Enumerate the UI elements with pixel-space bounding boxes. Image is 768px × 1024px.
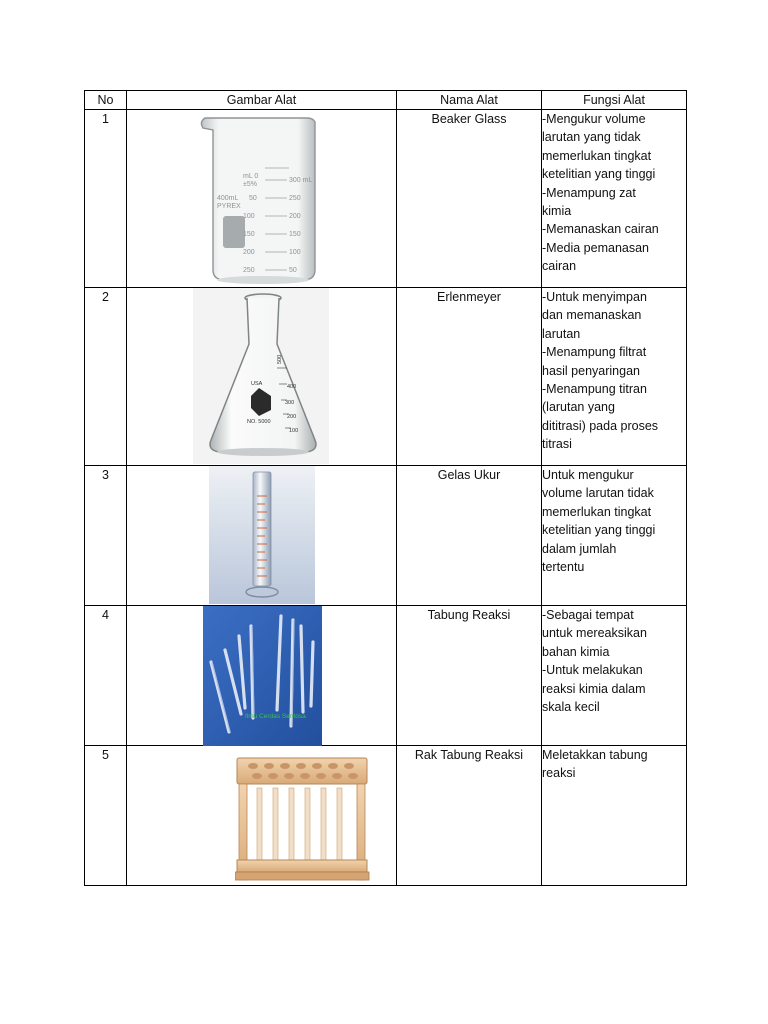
function-line: reaksi [542,766,576,781]
equipment-image-cell [127,746,397,886]
function-line: hasil penyaringan [542,363,640,378]
function-line: skala kecil [542,700,600,715]
svg-text:200: 200 [243,249,255,256]
graduated-cylinder-icon [209,466,315,604]
function-line: untuk mereaksikan [542,626,647,641]
function-line: (larutan yang [542,400,615,415]
row-number: 5 [85,746,127,886]
function-line: -Untuk melakukan [542,663,643,678]
function-line: larutan yang tidak [542,130,641,145]
header-nama: Nama Alat [397,91,542,110]
svg-text:150: 150 [289,231,301,238]
function-line: larutan [542,326,581,341]
function-line: ketelitian yang tinggi [542,523,656,538]
function-line: kimia [542,204,572,219]
equipment-image-cell [127,466,397,606]
equipment-function [542,110,687,288]
svg-text:250: 250 [289,195,301,202]
svg-text:±5%: ±5% [243,181,257,188]
equipment-image-cell [127,288,397,466]
function-line: cairan [542,259,577,274]
test-tubes-icon [203,606,322,746]
function-line: -Sebagai tempat [542,608,634,622]
function-line: volume larutan tidak [542,486,654,501]
table-row [85,746,687,886]
svg-text:300 mL: 300 mL [289,177,313,184]
svg-text:mL 0: mL 0 [243,173,259,180]
table-row [85,466,687,606]
equipment-function [542,746,687,886]
svg-text:400: 400 [287,384,297,390]
function-line: Meletakkan tabung [542,748,648,762]
equipment-function [542,466,687,606]
function-line: Untuk mengukur [542,468,634,482]
function-line: -Untuk menyimpan [542,290,647,304]
erlenmeyer-flask-icon [193,288,329,464]
equipment-image-cell [127,606,397,746]
svg-text:100: 100 [243,213,255,220]
table-header-row [85,91,687,110]
row-number: 4 [85,606,127,746]
svg-text:250: 250 [243,267,255,274]
equipment-name: Beaker Glass [397,110,542,288]
watermark-text: Ilmu Cerdas Sentosa [245,713,306,720]
svg-text:NO. 5000: NO. 5000 [247,419,271,425]
equipment-name: Gelas Ukur [397,466,542,606]
function-line: -Media pemanasan [542,240,650,255]
svg-text:100: 100 [289,249,301,256]
svg-text:200: 200 [287,414,297,420]
function-line: bahan kimia [542,644,610,659]
function-line: tertentu [542,560,585,575]
svg-text:100: 100 [289,428,299,434]
equipment-function [542,606,687,746]
equipment-name: Erlenmeyer [397,288,542,466]
test-tube-rack-icon [235,746,373,884]
row-number: 2 [85,288,127,466]
equipment-name: Tabung Reaksi [397,606,542,746]
svg-text:USA: USA [251,381,263,387]
function-line: -Menampung titran [542,382,647,397]
svg-text:PYREX: PYREX [217,203,241,210]
function-line: dalam jumlah [542,541,617,556]
function-line: -Mengukur volume [542,112,646,126]
function-line: memerlukan tingkat [542,504,652,519]
function-line: reaksi kimia dalam [542,681,646,696]
header-no: No [85,91,127,110]
row-number: 1 [85,110,127,288]
header-gambar: Gambar Alat [127,91,397,110]
beaker-icon [193,110,329,286]
equipment-name: Rak Tabung Reaksi [397,746,542,886]
svg-text:150: 150 [243,231,255,238]
function-line: dititrasi) pada proses [542,418,659,433]
table-row [85,110,687,288]
function-line: ketelitian yang tinggi [542,167,656,182]
svg-text:400mL: 400mL [217,195,239,202]
header-fungsi: Fungsi Alat [542,91,687,110]
function-line: titrasi [542,437,572,452]
table-row [85,606,687,746]
equipment-function [542,288,687,466]
svg-text:300: 300 [285,400,295,406]
function-line: dan memanaskan [542,308,642,323]
lab-equipment-table [84,90,687,886]
function-line: -Menampung filtrat [542,345,647,360]
function-line: -Memanaskan cairan [542,222,659,237]
svg-text:500: 500 [277,354,283,364]
svg-text:50: 50 [289,267,297,274]
function-line: -Menampung zat [542,185,636,200]
svg-text:200: 200 [289,213,301,220]
row-number: 3 [85,466,127,606]
equipment-image-cell [127,110,397,288]
table-row [85,288,687,466]
svg-text:50: 50 [249,195,257,202]
function-line: memerlukan tingkat [542,148,652,163]
